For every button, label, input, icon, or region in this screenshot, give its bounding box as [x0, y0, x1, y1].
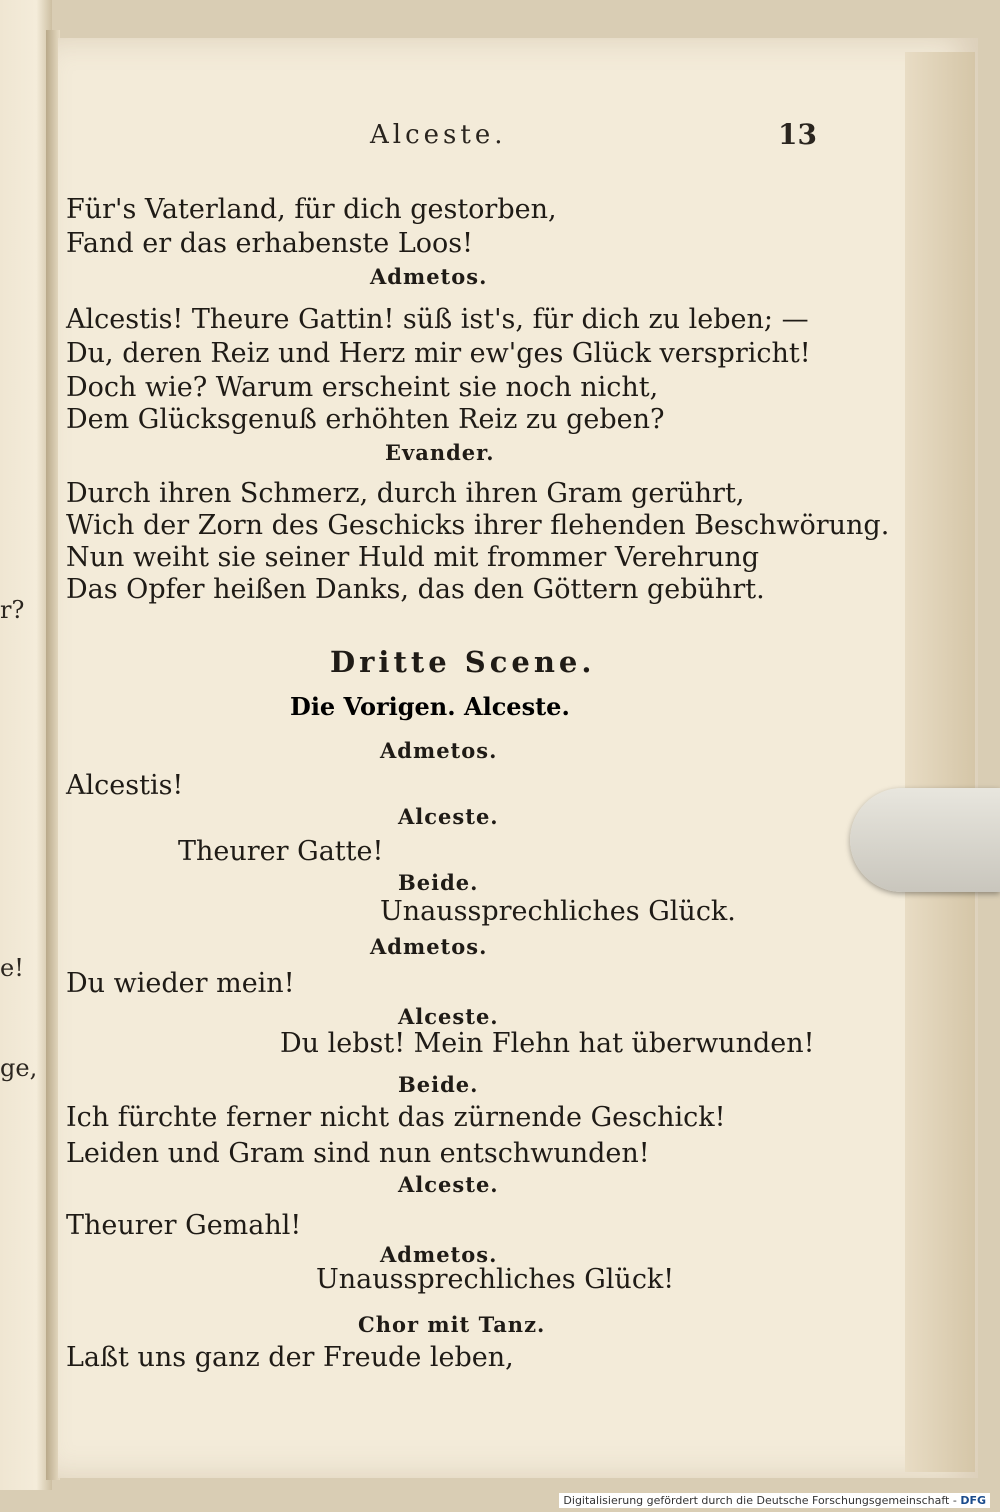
verse-line: Dem Glücksgenuß erhöhten Reiz zu geben? — [66, 404, 665, 435]
verse-line: Das Opfer heißen Danks, das den Göttern gebührt. — [66, 574, 765, 605]
speaker-name: Admetos. — [370, 264, 488, 289]
verse-line: Doch wie? Warum erscheint sie noch nicht, — [66, 372, 659, 403]
verse-line: Durch ihren Schmerz, durch ihren Gram gerührt, — [66, 478, 745, 509]
dfg-logo: DFG — [960, 1494, 986, 1507]
speaker-name: Alceste. — [398, 1172, 499, 1197]
speaker-name: Alceste. — [398, 1004, 499, 1029]
verse-line: Du, deren Reiz und Herz mir ew'ges Glück verspricht! — [66, 338, 811, 369]
verse-line: Alcestis! — [66, 770, 184, 801]
verse-line: Unaussprechliches Glück! — [316, 1264, 675, 1295]
verse-line: Unaussprechliches Glück. — [380, 896, 736, 927]
speaker-name: Beide. — [398, 1072, 479, 1097]
verse-line: Theurer Gatte! — [178, 836, 384, 867]
speaker-name: Admetos. — [370, 934, 488, 959]
verse-line: Du lebst! Mein Flehn hat überwunden! — [280, 1028, 815, 1059]
scene-title: Dritte Scene. — [330, 645, 596, 679]
verse-line: Theurer Gemahl! — [66, 1210, 302, 1241]
speaker-name: Chor mit Tanz. — [358, 1312, 546, 1337]
left-page-fragment: e! — [0, 954, 24, 982]
verse-line: Für's Vaterland, für dich gestorben, — [66, 194, 557, 225]
digitization-credit — [559, 1493, 990, 1508]
stage-direction: Die Vorigen. Alceste. — [290, 692, 570, 721]
speaker-name: Evander. — [385, 440, 495, 465]
verse-line: Nun weiht sie seiner Huld mit frommer Verehrung — [66, 542, 760, 573]
credit-text: Digitalisierung gefördert durch die Deutsche Forschungsgemeinschaft - — [563, 1494, 957, 1507]
left-page — [0, 0, 52, 1490]
left-page-fragment: r? — [0, 596, 25, 624]
bookmark-tab[interactable] — [850, 788, 1000, 892]
verse-line: Alcestis! Theure Gattin! süß ist's, für dich zu leben; — — [66, 304, 809, 335]
page-number: 13 — [778, 118, 817, 151]
verse-line: Laßt uns ganz der Freude leben, — [66, 1342, 514, 1373]
verse-line: Ich fürchte ferner nicht das zürnende Geschick! — [66, 1102, 726, 1133]
verse-line: Wich der Zorn des Geschicks ihrer flehenden Beschwörung. — [66, 510, 890, 541]
verse-line: Fand er das erhabenste Loos! — [66, 228, 473, 259]
speaker-name: Admetos. — [380, 738, 498, 763]
speaker-name: Alceste. — [398, 804, 499, 829]
page-edge — [905, 52, 975, 1472]
verse-line: Du wieder mein! — [66, 968, 295, 999]
speaker-name: Admetos. — [380, 1242, 498, 1267]
speaker-name: Beide. — [398, 870, 479, 895]
left-page-fragment: ge, — [0, 1054, 38, 1082]
running-title: Alceste. — [370, 120, 507, 150]
verse-line: Leiden und Gram sind nun entschwunden! — [66, 1138, 650, 1169]
